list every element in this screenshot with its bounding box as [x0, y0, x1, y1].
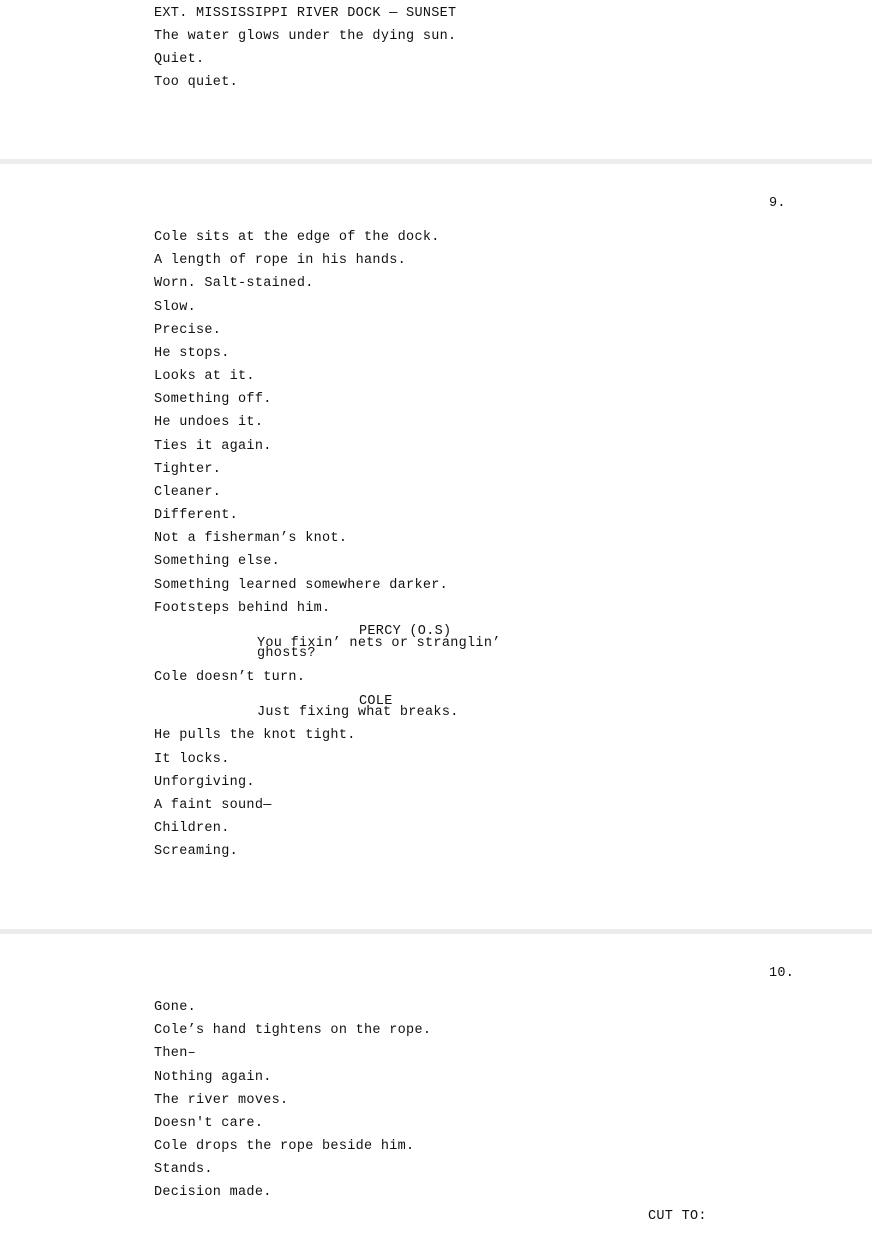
action-line: It locks. [154, 752, 230, 767]
action-line: The water glows under the dying sun. [154, 29, 457, 44]
action-line: Cole sits at the edge of the dock. [154, 230, 440, 245]
action-line: He pulls the knot tight. [154, 728, 356, 743]
action-line: He undoes it. [154, 415, 264, 430]
character-name: COLE [359, 694, 393, 709]
action-line: Something off. [154, 392, 272, 407]
dialogue-text: You fixin’ nets or stranglin’ ghosts? [257, 636, 501, 661]
action-line: Ties it again. [154, 439, 272, 454]
action-line: Screaming. [154, 844, 239, 859]
action-line: Precise. [154, 323, 222, 338]
action-line: Quiet. [154, 52, 205, 67]
scene-heading: EXT. MISSISSIPPI RIVER DOCK — SUNSET [154, 6, 457, 21]
script-page-10 [0, 934, 872, 1237]
action-line: He stops. [154, 346, 230, 361]
page-number: 9. [769, 196, 786, 211]
action-line: Gone. [154, 1000, 197, 1015]
action-line: Not a fisherman’s knot. [154, 531, 348, 546]
action-line: Cole doesn’t turn. [154, 670, 306, 685]
action-line: Cole’s hand tightens on the rope. [154, 1023, 432, 1038]
action-line: Something learned somewhere darker. [154, 578, 449, 593]
action-line: Stands. [154, 1162, 213, 1177]
script-page-8-fragment [0, 0, 872, 159]
action-line: Tighter. [154, 462, 222, 477]
action-line: A length of rope in his hands. [154, 253, 407, 268]
script-page-9 [0, 164, 872, 930]
action-line: Nothing again. [154, 1070, 272, 1085]
page-number: 10. [769, 966, 795, 981]
action-line: Too quiet. [154, 75, 239, 90]
dialogue-text: Just fixing what breaks. [257, 705, 459, 720]
action-line: Worn. Salt-stained. [154, 276, 314, 291]
action-line: Unforgiving. [154, 775, 255, 790]
action-line: Children. [154, 821, 230, 836]
action-line: Decision made. [154, 1185, 272, 1200]
action-line: A faint sound— [154, 798, 272, 813]
action-line: Different. [154, 508, 239, 523]
action-line: The river moves. [154, 1093, 289, 1108]
action-line: Cleaner. [154, 485, 222, 500]
action-line: Doesn't care. [154, 1116, 264, 1131]
action-line: Cole drops the rope beside him. [154, 1139, 415, 1154]
character-name: PERCY (O.S) [359, 624, 452, 639]
action-line: Slow. [154, 300, 197, 315]
transition-cut-to: CUT TO: [648, 1209, 707, 1224]
action-line: Something else. [154, 554, 281, 569]
action-line: Then– [154, 1046, 197, 1061]
action-line: Footsteps behind him. [154, 601, 331, 616]
action-line: Looks at it. [154, 369, 255, 384]
